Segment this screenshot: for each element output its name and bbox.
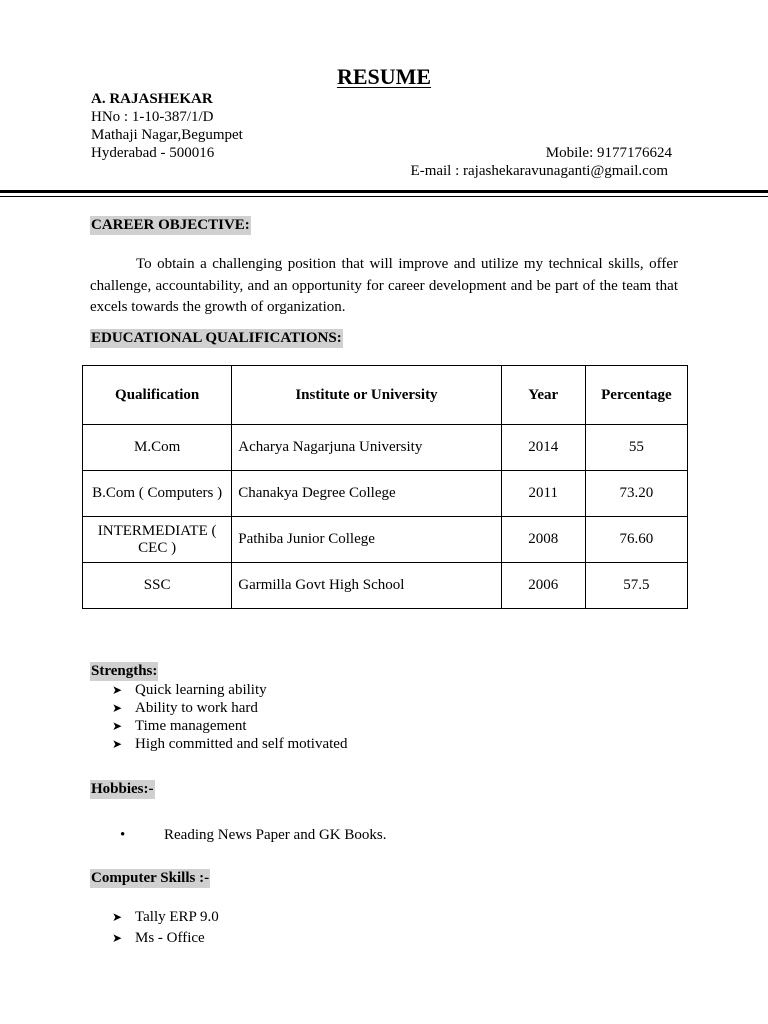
arrow-bullet-icon: ➤: [112, 719, 123, 733]
education-heading: EDUCATIONAL QUALIFICATIONS:: [91, 330, 342, 346]
resume-title-text: RESUME: [336, 64, 432, 89]
list-item: [112, 928, 219, 949]
arrow-bullet-icon: ➤: [112, 737, 123, 751]
percentage-cell: 73.20: [585, 471, 687, 517]
mobile-number: Mobile: 9177176624: [545, 145, 672, 161]
arrow-bullet-icon: ➤: [112, 910, 123, 924]
list-item: [112, 699, 347, 717]
skill-text: Ms - Office: [135, 930, 205, 946]
strength-text: Time management: [135, 718, 247, 734]
qualification-cell: INTERMEDIATE ( CEC ): [83, 517, 232, 563]
institute-cell: Acharya Nagarjuna University: [232, 425, 501, 471]
year-cell: 2011: [501, 471, 585, 517]
table-row: [83, 563, 688, 609]
list-item: [112, 717, 347, 735]
career-objective-text: [90, 254, 678, 319]
career-objective-body: To obtain a challenging position that will improve and utilize my technical skills, offer challenge, accountability, and an opportunity for career development and be part of the team that excels towards the growth of organization.: [90, 256, 678, 315]
list-item: [112, 907, 219, 928]
resume-title: [0, 64, 768, 90]
header-divider-thin: [0, 196, 768, 197]
arrow-bullet-icon: ➤: [112, 701, 123, 715]
strength-text: Quick learning ability: [135, 682, 267, 698]
percentage-cell: 55: [585, 425, 687, 471]
computer-skills-heading: Computer Skills :-: [91, 870, 210, 886]
percentage-cell: 57.5: [585, 563, 687, 609]
dot-bullet-icon: •: [120, 827, 126, 843]
table-row: [83, 517, 688, 563]
header-divider-thick: [0, 190, 768, 193]
column-header-percentage: Percentage: [585, 366, 687, 425]
strengths-list: [112, 681, 347, 753]
percentage-cell: 76.60: [585, 517, 687, 563]
qualification-cell: B.Com ( Computers ): [83, 471, 232, 517]
hobbies-heading: Hobbies:-: [91, 781, 154, 797]
strength-text: Ability to work hard: [135, 700, 258, 716]
qualification-cell: M.Com: [83, 425, 232, 471]
year-cell: 2006: [501, 563, 585, 609]
list-item: [112, 681, 347, 699]
career-objective-heading: CAREER OBJECTIVE:: [91, 217, 250, 233]
address-line-3: Hyderabad - 500016: [91, 145, 215, 161]
column-header-year: Year: [501, 366, 585, 425]
strength-text: High committed and self motivated: [135, 736, 348, 752]
applicant-name: A. RAJASHEKAR: [91, 91, 213, 107]
hobby-text: Reading News Paper and GK Books.: [164, 827, 387, 843]
education-header-row: [83, 366, 688, 425]
qualification-cell: SSC: [83, 563, 232, 609]
institute-cell: Chanakya Degree College: [232, 471, 501, 517]
year-cell: 2008: [501, 517, 585, 563]
address-line-1: HNo : 1-10-387/1/D: [91, 109, 214, 125]
column-header-institute: Institute or University: [232, 366, 501, 425]
institute-cell: Pathiba Junior College: [232, 517, 501, 563]
strengths-heading: Strengths:: [91, 663, 158, 679]
skill-text: Tally ERP 9.0: [135, 909, 219, 925]
table-row: [83, 425, 688, 471]
list-item: [112, 735, 347, 753]
year-cell: 2014: [501, 425, 585, 471]
institute-cell: Garmilla Govt High School: [232, 563, 501, 609]
email-address: E-mail : rajashekaravunaganti@gmail.com: [410, 163, 668, 179]
computer-skills-list: [112, 907, 219, 949]
address-line-2: Mathaji Nagar,Begumpet: [91, 127, 243, 143]
column-header-qualification: Qualification: [83, 366, 232, 425]
arrow-bullet-icon: ➤: [112, 683, 123, 697]
education-table: [82, 365, 688, 609]
table-row: [83, 471, 688, 517]
arrow-bullet-icon: ➤: [112, 931, 123, 945]
